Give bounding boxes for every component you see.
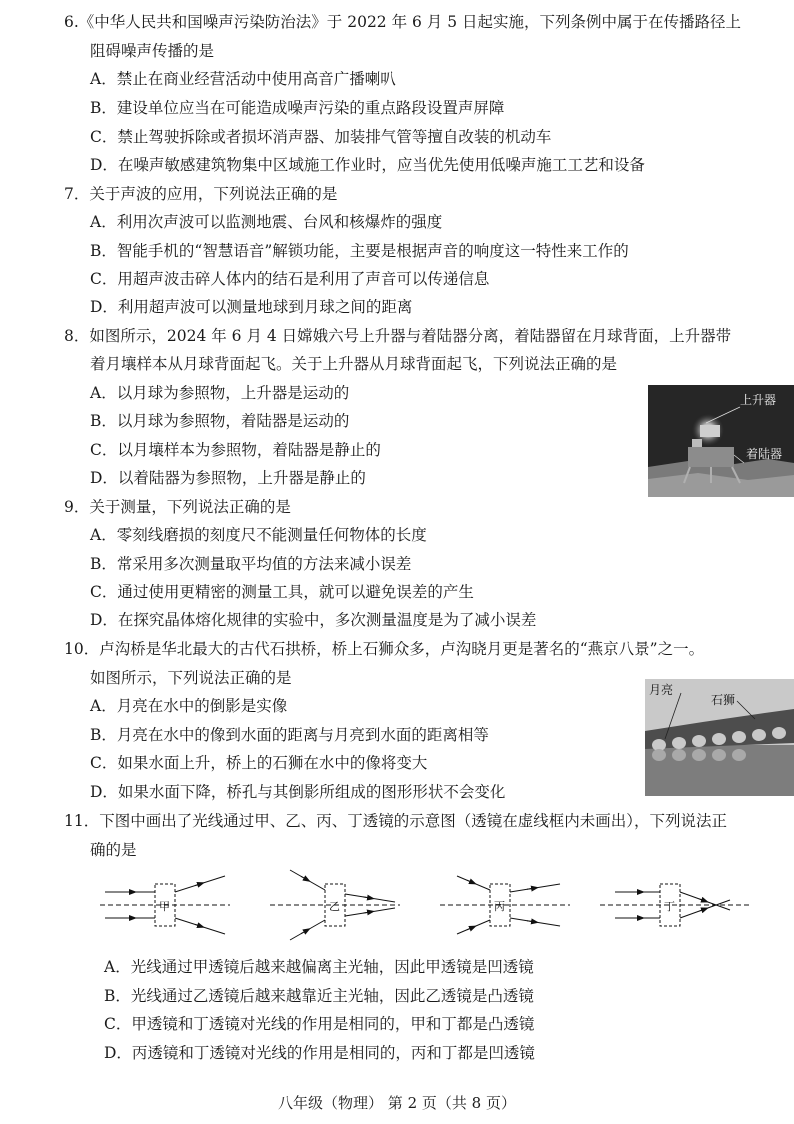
lens-label-jia: 甲 — [159, 900, 170, 913]
q7-option-d: D．利用超声波可以测量地球到月球之间的距离 — [90, 298, 413, 316]
page-footer: 八年级（物理） 第 2 页（共 8 页） — [278, 1094, 516, 1112]
stone-lion-label: 石狮 — [711, 693, 736, 707]
q11-option-d: D．丙透镜和丁透镜对光线的作用是相同的，丙和丁都是凹透镜 — [104, 1044, 535, 1062]
lens-diagram — [95, 862, 755, 944]
q6-option-c: C．禁止驾驶拆除或者损坏消声器、加装排气管等擅自改装的机动车 — [90, 128, 552, 146]
q9-stem: 9．关于测量，下列说法正确的是 — [64, 498, 291, 516]
q11-option-c: C．甲透镜和丁透镜对光线的作用是相同的，甲和丁都是凸透镜 — [104, 1015, 535, 1033]
change6-lander-figure — [648, 385, 794, 497]
q11-stem-line1: 11．下图中画出了光线通过甲、乙、丙、丁透镜的示意图（透镜在虚线框内未画出），下列说法正 — [64, 812, 727, 830]
q8-option-d: D．以着陆器为参照物，上升器是静止的 — [90, 469, 366, 487]
lugou-bridge-figure — [645, 679, 794, 796]
q8-option-b: B．以月球为参照物，着陆器是运动的 — [90, 412, 350, 430]
q6-stem-line2: 阻碍噪声传播的是 — [90, 42, 215, 60]
q7-option-b: B．智能手机的“智慧语音”解锁功能，主要是根据声音的响度这一特性来工作的 — [90, 242, 629, 260]
q10-option-c: C．如果水面上升，桥上的石狮在水中的像将变大 — [90, 754, 428, 772]
q11-option-b: B．光线通过乙透镜后越来越靠近主光轴，因此乙透镜是凸透镜 — [104, 987, 534, 1005]
moon-label: 月亮 — [649, 683, 674, 697]
q9-option-c: C．通过使用更精密的测量工具，就可以避免误差的产生 — [90, 583, 474, 601]
q11-stem-line2: 确的是 — [90, 841, 137, 859]
q7-stem: 7．关于声波的应用，下列说法正确的是 — [64, 185, 338, 203]
q6-option-b: B．建设单位应当在可能造成噪声污染的重点路段设置声屏障 — [90, 99, 505, 117]
q8-option-c: C．以月壤样本为参照物，着陆器是静止的 — [90, 441, 381, 459]
q9-option-b: B．常采用多次测量取平均值的方法来减小误差 — [90, 555, 412, 573]
q10-option-d: D．如果水面下降，桥孔与其倒影所组成的图形形状不会变化 — [90, 783, 506, 801]
q8-option-a: A．以月球为参照物，上升器是运动的 — [90, 384, 350, 402]
q6-stem-line1: 6.《中华人民共和国噪声污染防治法》于 2022 年 6 月 5 日起实施，下列条例中属于在传播路径上 — [64, 13, 742, 31]
lens-label-ding: 丁 — [664, 900, 675, 913]
q8-stem-line1: 8．如图所示，2024 年 6 月 4 日嫦娥六号上升器与着陆器分离，着陆器留在月球背面，上升器带 — [64, 327, 732, 345]
lens-label-bing: 丙 — [494, 900, 505, 913]
q9-option-d: D．在探究晶体熔化规律的实验中，多次测量温度是为了减小误差 — [90, 611, 537, 629]
q6-option-d: D．在噪声敏感建筑物集中区域施工作业时，应当优先使用低噪声施工工艺和设备 — [90, 156, 645, 174]
lens-label-yi: 乙 — [329, 900, 340, 913]
q8-stem-line2: 着月壤样本从月球背面起飞。关于上升器从月球背面起飞，下列说法正确的是 — [90, 355, 618, 373]
q7-option-a: A．利用次声波可以监测地震、台风和核爆炸的强度 — [90, 213, 443, 231]
lander-label: 着陆器 — [746, 447, 783, 461]
q10-option-b: B．月亮在水中的像到水面的距离与月亮到水面的距离相等 — [90, 726, 489, 744]
q10-stem-line1: 10．卢沟桥是华北最大的古代石拱桥，桥上石狮众多，卢沟晓月更是著名的“燕京八景”之一。 — [64, 640, 705, 658]
q11-option-a: A．光线通过甲透镜后越来越偏离主光轴，因此甲透镜是凹透镜 — [104, 958, 534, 976]
q10-stem-line2: 如图所示，下列说法正确的是 — [90, 669, 292, 687]
q10-option-a: A．月亮在水中的倒影是实像 — [90, 697, 288, 715]
q9-option-a: A．零刻线磨损的刻度尺不能测量任何物体的长度 — [90, 526, 427, 544]
q7-option-c: C．用超声波击碎人体内的结石是利用了声音可以传递信息 — [90, 270, 490, 288]
ascender-label: 上升器 — [740, 393, 777, 407]
q6-option-a: A．禁止在商业经营活动中使用高音广播喇叭 — [90, 70, 396, 88]
